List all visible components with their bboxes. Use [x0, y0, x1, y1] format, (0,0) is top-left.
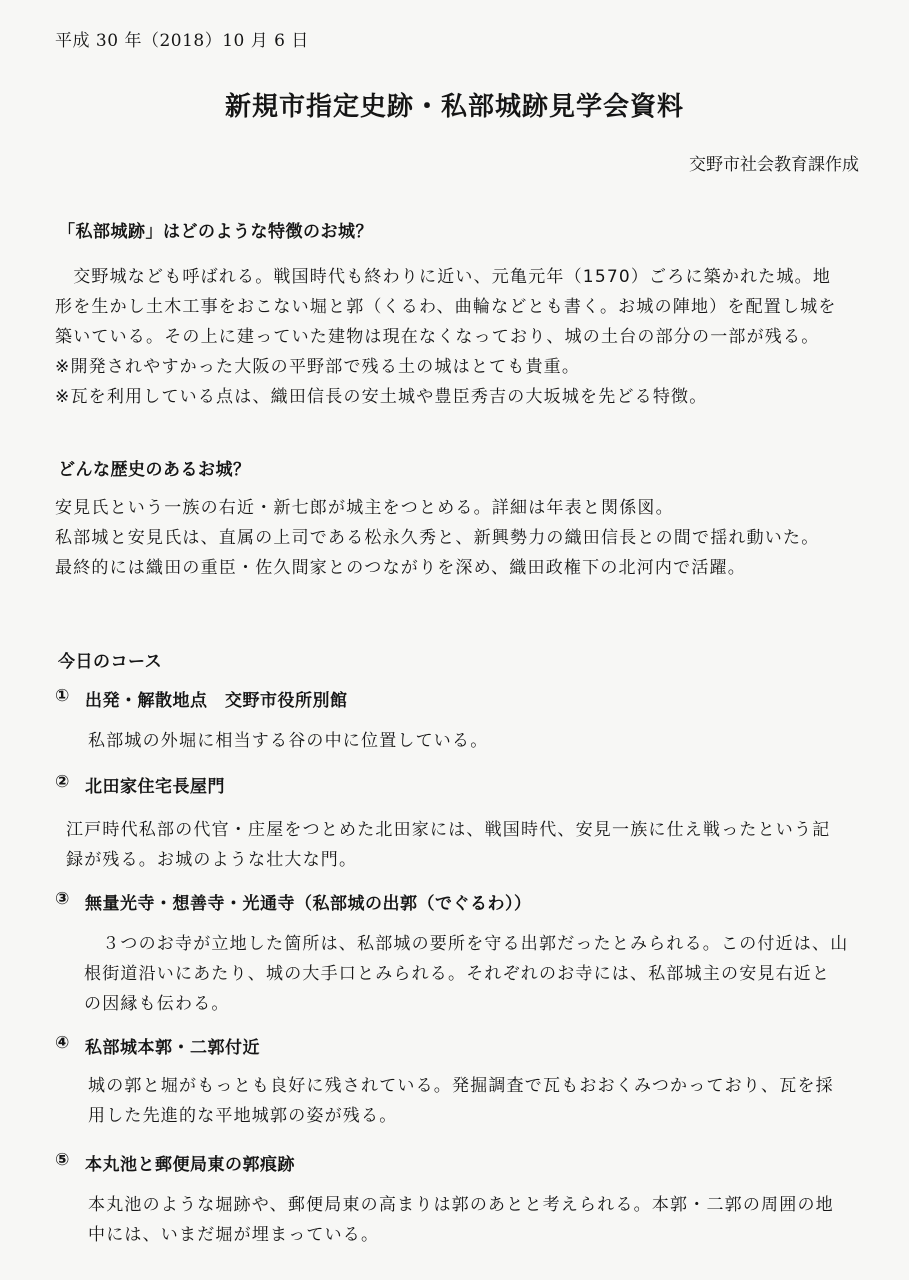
course-item-number: ②: [55, 772, 70, 792]
paragraph-line: 江戸時代私部の代官・庄屋をつとめた北田家には、戦国時代、安見一族に仕え戦ったという記: [66, 820, 831, 840]
course-item-4-body: [88, 1071, 873, 1131]
paragraph-line: ※瓦を利用している点は、織田信長の安土城や豊臣秀吉の大坂城を先どる特徴。: [55, 387, 708, 407]
paragraph-line: 最終的には織田の重臣・佐久間家とのつながりを深め、織田政権下の北河内で活躍。: [55, 558, 746, 578]
course-item-2: [55, 772, 225, 797]
course-item-label: 出発・解散地点 交野市役所別館: [85, 691, 348, 711]
course-item-5-body: [88, 1190, 873, 1250]
document-date: 平成 30 年（2018）10 月 6 日: [55, 31, 309, 51]
section-body-history: [55, 493, 875, 583]
section-body-features: [55, 262, 875, 412]
course-item-1-body: [88, 726, 868, 756]
course-item-3: [55, 889, 532, 914]
section-heading-history: どんな歴史のあるお城？: [58, 460, 251, 480]
paragraph-line: 私部城の外堀に相当する谷の中に位置している。: [88, 731, 489, 751]
course-item-label: 北田家住宅長屋門: [85, 777, 225, 797]
course-heading: 今日のコース: [58, 652, 163, 672]
paragraph-line: 録が残る。お城のような壮大な門。: [66, 850, 358, 870]
paragraph-line: 城の郭と堀がもっとも良好に残されている。発掘調査で瓦もおおくみつかっており、瓦を採: [88, 1076, 834, 1096]
course-item-1: [55, 686, 348, 711]
paragraph-line: 私部城と安見氏は、直属の上司である松永久秀と、新興勢力の織田信長との間で揺れ動いた。: [55, 528, 820, 548]
document-title: 新規市指定史跡・私部城跡見学会資料: [224, 92, 684, 122]
paragraph-line: 本丸池のような堀跡や、郵便局東の高まりは郭のあとと考えられる。本郭・二郭の周囲の地: [88, 1195, 834, 1215]
course-item-number: ③: [55, 889, 70, 909]
paragraph-line: 根街道沿いにあたり、城の大手口とみられる。それぞれのお寺には、私部城主の安見右近と: [84, 964, 831, 984]
course-item-number: ④: [55, 1033, 70, 1053]
course-item-number: ①: [55, 686, 70, 706]
paragraph-line: ※開発されやすかった大阪の平野部で残る土の城はとても貴重。: [55, 357, 581, 377]
course-item-number: ⑤: [55, 1150, 70, 1170]
paragraph-line: 中には、いまだ堀が埋まっている。: [88, 1225, 380, 1245]
course-item-3-body: [84, 929, 874, 1019]
course-item-label: 無量光寺・想善寺・光通寺（私部城の出郭（でぐるわ））: [85, 894, 532, 914]
paragraph-line: 形を生かし土木工事をおこない堀と郭（くるわ、曲輪などとも書く。お城の陣地）を配置し城を: [55, 297, 837, 317]
document-author: 交野市社会教育課作成: [689, 155, 859, 175]
paragraph-line: の因縁も伝わる。: [84, 994, 230, 1014]
course-item-2-body: [66, 815, 876, 875]
paragraph-line: ３つのお寺が立地した箇所は、私部城の要所を守る出郭だったとみられる。この付近は、山: [84, 934, 849, 954]
paragraph-line: 交野城なども呼ばれる。戦国時代も終わりに近い、元亀元年（1570）ごろに築かれた城。地: [55, 267, 832, 287]
paragraph-line: 築いている。その上に建っていた建物は現在なくなっており、城の土台の部分の一部が残る。: [55, 327, 820, 347]
course-item-5: [55, 1150, 295, 1175]
course-item-label: 私部城本郭・二郭付近: [85, 1038, 260, 1058]
paragraph-line: 用した先進的な平地城郭の姿が残る。: [88, 1106, 398, 1126]
section-heading-features: 「私部城跡」はどのような特徴のお城？: [58, 222, 373, 242]
paragraph-line: 安見氏という一族の右近・新七郎が城主をつとめる。詳細は年表と関係図。: [55, 498, 674, 518]
course-item-label: 本丸池と郵便局東の郭痕跡: [85, 1155, 295, 1175]
course-item-4: [55, 1033, 260, 1058]
